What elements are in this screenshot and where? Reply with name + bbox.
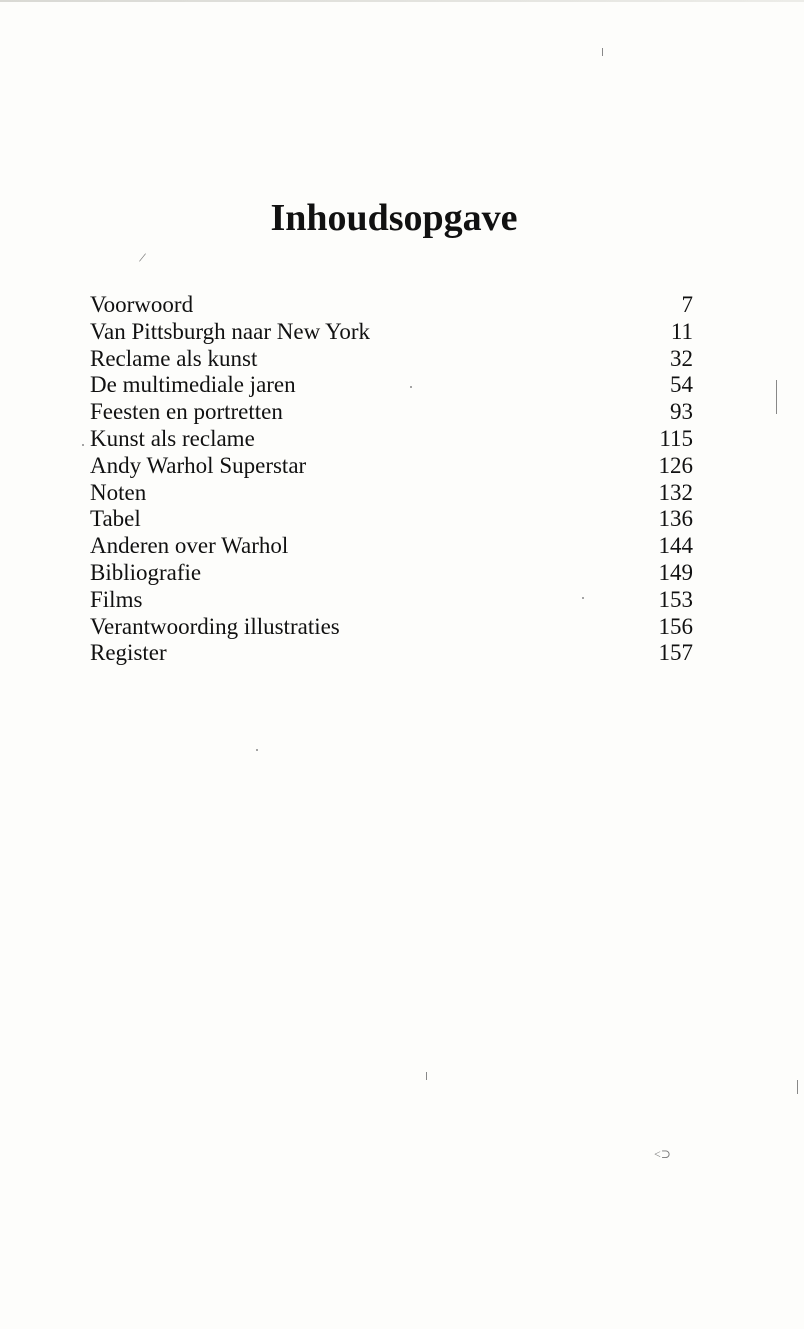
- toc-entry-title: Anderen over Warhol: [90, 533, 289, 559]
- scan-speck: [426, 1072, 427, 1080]
- scan-speck: [256, 749, 258, 751]
- toc-entry: [90, 319, 693, 346]
- toc-entry: [90, 614, 693, 641]
- toc-entry-title: Andy Warhol Superstar: [90, 452, 307, 478]
- toc-entry-page: 157: [658, 640, 693, 666]
- toc-entry-page: 54: [670, 372, 693, 398]
- toc-entry-title: Feesten en portretten: [90, 399, 283, 425]
- toc-entry-page: 126: [658, 452, 693, 478]
- toc-entry-page: 144: [658, 533, 693, 559]
- toc-entry-title: Noten: [90, 479, 147, 505]
- toc-entry-page: 149: [658, 559, 693, 585]
- toc-entry-page: 11: [670, 318, 693, 344]
- scan-speck: [797, 1080, 798, 1094]
- scan-speck: [410, 386, 412, 388]
- toc-entry: [90, 480, 693, 507]
- toc-entry-title: Kunst als reclame: [90, 425, 255, 451]
- toc-entry-page: 115: [659, 425, 693, 451]
- margin-pencil-line: [776, 380, 777, 414]
- toc-entry: [90, 372, 693, 399]
- scan-speck: [582, 597, 584, 599]
- table-of-contents: [90, 292, 693, 667]
- toc-entry: [90, 292, 693, 319]
- toc-entry-title: Van Pittsburgh naar New York: [90, 318, 371, 344]
- scan-smudge: <⊃: [654, 1147, 671, 1161]
- toc-entry-page: 32: [670, 345, 693, 371]
- toc-entry: [90, 587, 693, 614]
- page-top-edge: [0, 0, 804, 2]
- toc-entry-page: 93: [670, 399, 693, 425]
- toc-entry-page: 136: [658, 506, 693, 532]
- toc-entry: [90, 560, 693, 587]
- toc-entry-page: 153: [658, 586, 693, 612]
- toc-entry-title: Films: [90, 586, 143, 612]
- toc-entry: [90, 533, 693, 560]
- scan-speck: [602, 48, 603, 56]
- toc-entry: [90, 640, 693, 667]
- toc-entry-page: 132: [658, 479, 693, 505]
- toc-entry: [90, 506, 693, 533]
- toc-entry: [90, 426, 693, 453]
- scan-speck: [82, 444, 84, 446]
- toc-entry-title: Tabel: [90, 506, 141, 532]
- toc-entry: [90, 399, 693, 426]
- toc-entry-title: Voorwoord: [90, 292, 194, 317]
- toc-entry-title: Reclame als kunst: [90, 345, 258, 371]
- toc-entry: [90, 453, 693, 480]
- pencil-mark: /: [137, 250, 147, 267]
- toc-entry-title: De multimediale jaren: [90, 372, 296, 398]
- page-title: Inhoudsopgave: [270, 197, 518, 239]
- toc-entry-page: 156: [658, 613, 693, 639]
- toc-entry-title: Verantwoording illustraties: [90, 613, 340, 639]
- toc-entry-title: Bibliografie: [90, 559, 202, 585]
- toc-entry: [90, 346, 693, 373]
- toc-entry-title: Register: [90, 640, 167, 666]
- toc-entry-page: 7: [681, 292, 693, 317]
